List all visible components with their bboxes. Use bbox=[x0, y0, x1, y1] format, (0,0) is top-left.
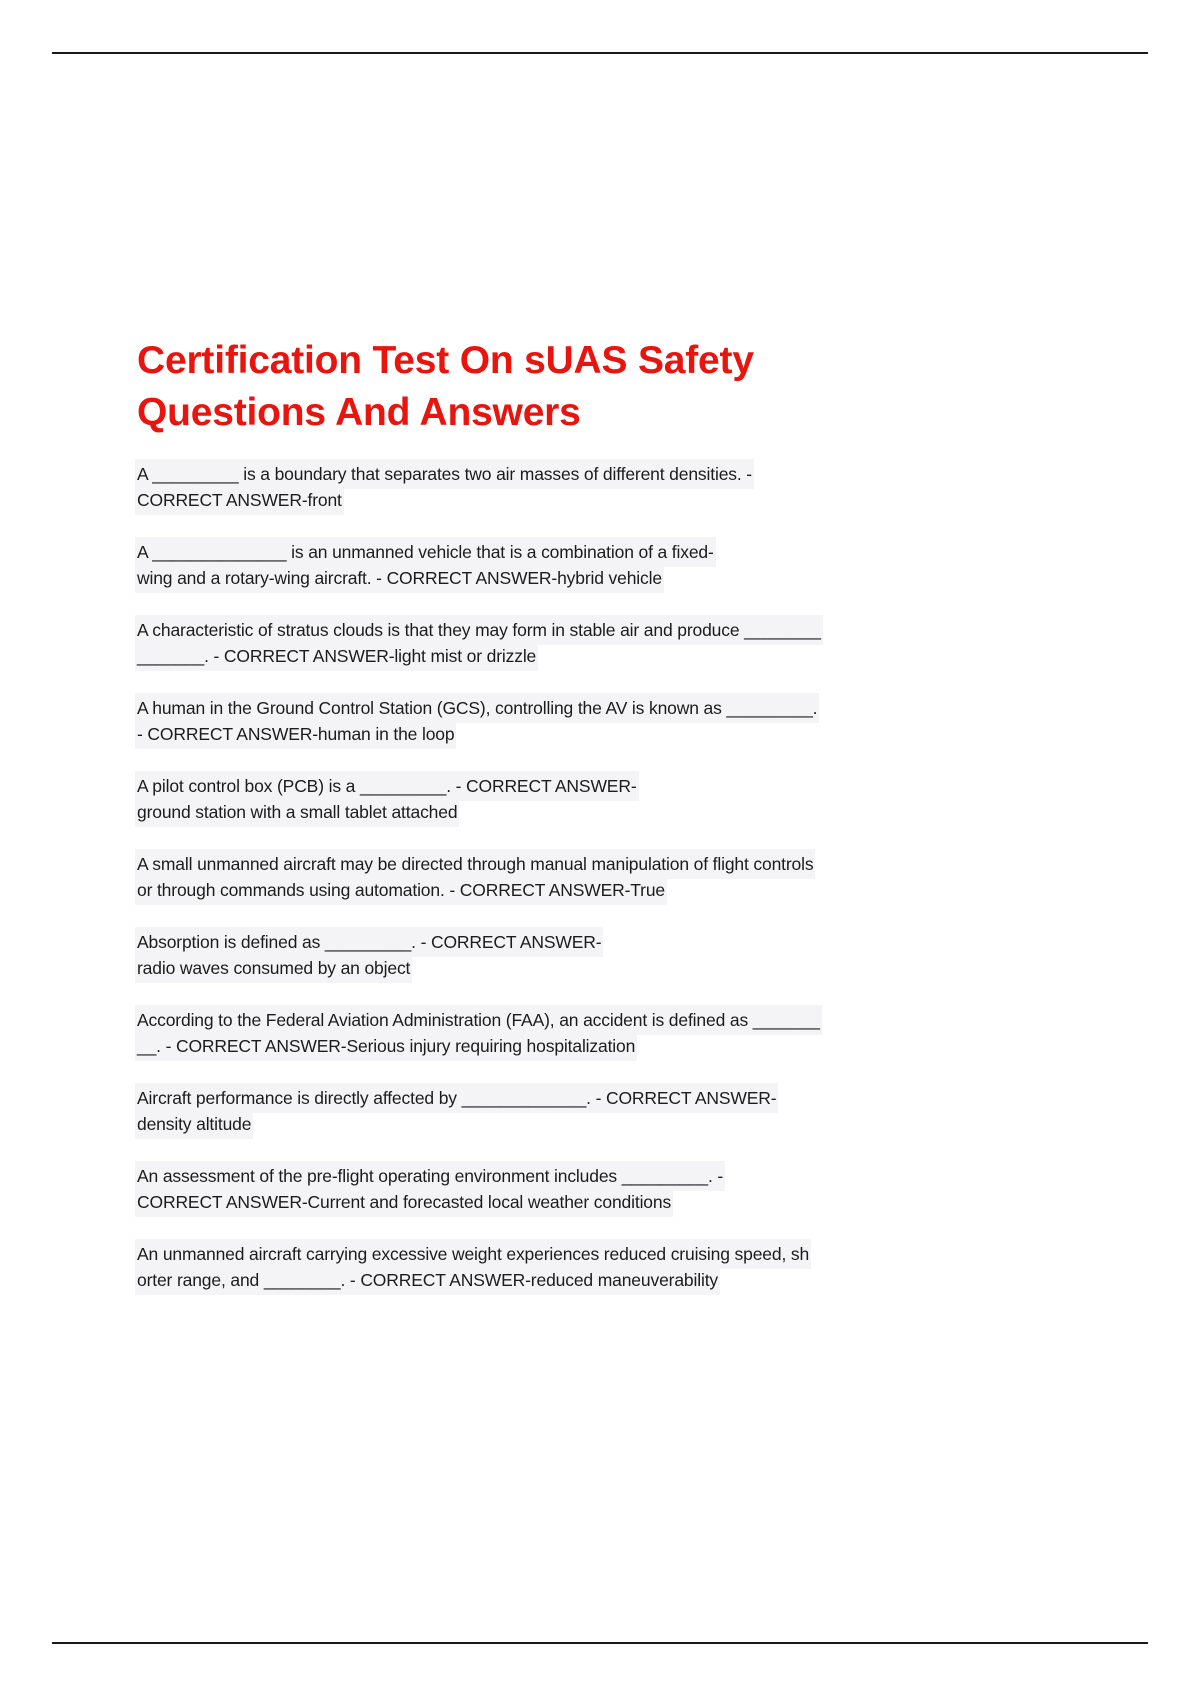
qa-line: CORRECT ANSWER-front bbox=[137, 487, 342, 513]
qa-item bbox=[137, 1007, 1009, 1059]
qa-item bbox=[137, 695, 1009, 747]
page-title: Certification Test On sUAS Safety Questions And Answers bbox=[137, 339, 754, 434]
qa-item bbox=[137, 1241, 1009, 1293]
qa-line: radio waves consumed by an object bbox=[137, 955, 410, 981]
qa-item bbox=[137, 461, 1009, 513]
qa-line: A pilot control box (PCB) is a _________. - CORRECT ANSWER- bbox=[137, 773, 637, 799]
qa-item bbox=[137, 1085, 1009, 1137]
qa-line: A small unmanned aircraft may be directed through manual manipulation of flight controls bbox=[137, 851, 813, 877]
qa-line: orter range, and ________. - CORRECT ANSWER-reduced maneuverability bbox=[137, 1267, 718, 1293]
qa-line: wing and a rotary-wing aircraft. - CORRECT ANSWER-hybrid vehicle bbox=[137, 565, 662, 591]
qa-line: Absorption is defined as _________. - CORRECT ANSWER- bbox=[137, 929, 601, 955]
document-content bbox=[137, 335, 1037, 1293]
qa-item bbox=[137, 617, 1009, 669]
qa-line: _______. - CORRECT ANSWER-light mist or drizzle bbox=[137, 643, 536, 669]
qa-line: - CORRECT ANSWER-human in the loop bbox=[137, 721, 454, 747]
qa-item bbox=[137, 929, 1009, 981]
qa-line: A ______________ is an unmanned vehicle that is a combination of a fixed- bbox=[137, 539, 714, 565]
qa-line: A _________ is a boundary that separates two air masses of different densities. - bbox=[137, 461, 752, 487]
qa-line: ground station with a small tablet attached bbox=[137, 799, 457, 825]
header-divider bbox=[52, 52, 1148, 54]
qa-line: An unmanned aircraft carrying excessive weight experiences reduced cruising speed, sh bbox=[137, 1241, 809, 1267]
qa-line: density altitude bbox=[137, 1111, 251, 1137]
qa-line: Aircraft performance is directly affected by _____________. - CORRECT ANSWER- bbox=[137, 1085, 776, 1111]
qa-line: An assessment of the pre-flight operating environment includes _________. - bbox=[137, 1163, 723, 1189]
qa-item bbox=[137, 773, 1009, 825]
qa-line: __. - CORRECT ANSWER-Serious injury requiring hospitalization bbox=[137, 1033, 635, 1059]
qa-line: or through commands using automation. - CORRECT ANSWER-True bbox=[137, 877, 665, 903]
qa-list bbox=[137, 461, 1037, 1293]
qa-line: According to the Federal Aviation Administration (FAA), an accident is defined as _______ bbox=[137, 1007, 820, 1033]
qa-line: A human in the Ground Control Station (GCS), controlling the AV is known as _________. bbox=[137, 695, 817, 721]
footer-divider bbox=[52, 1642, 1148, 1644]
qa-item bbox=[137, 1163, 1009, 1215]
qa-item bbox=[137, 539, 1009, 591]
qa-line: CORRECT ANSWER-Current and forecasted local weather conditions bbox=[137, 1189, 671, 1215]
qa-line: A characteristic of stratus clouds is that they may form in stable air and produce ________ bbox=[137, 617, 821, 643]
qa-item bbox=[137, 851, 1009, 903]
